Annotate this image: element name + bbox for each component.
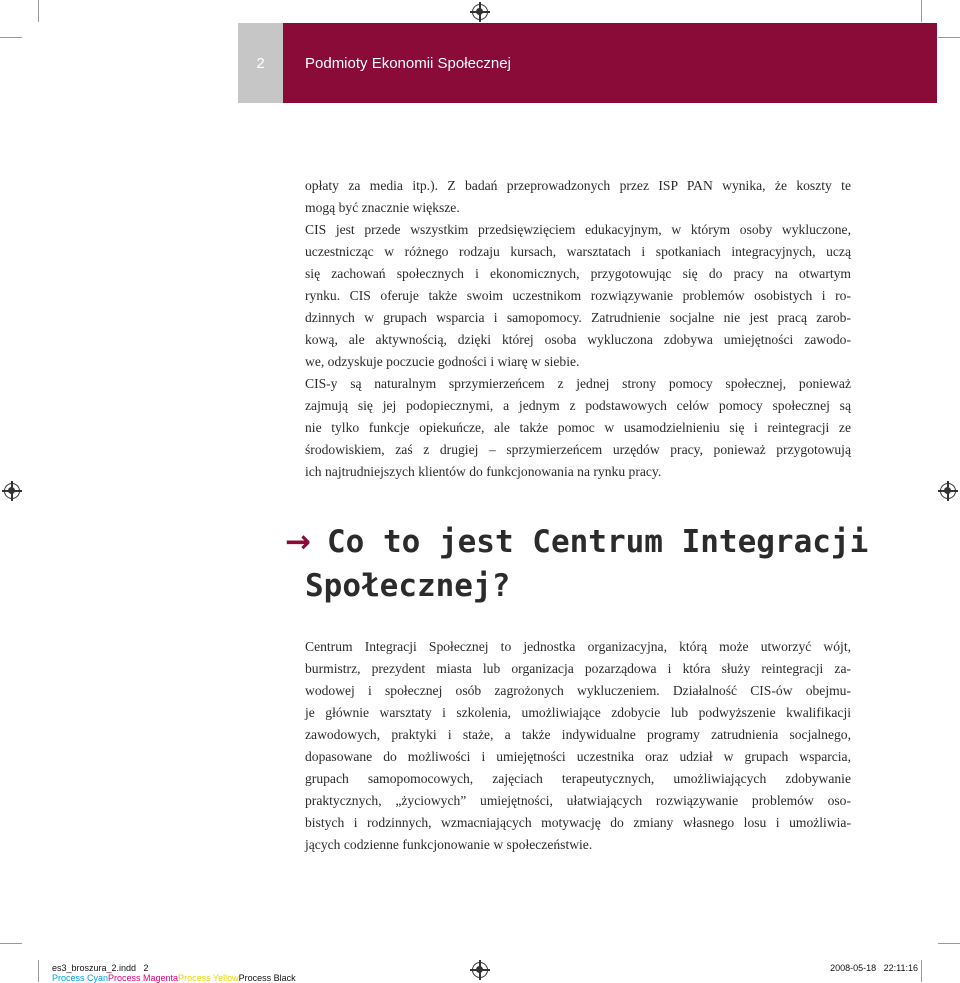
text-line: bistych i rodzinnych, wzmacniających motywację do zmiany własnego losu i umożliwia- xyxy=(305,815,851,830)
text-line: kową, ale aktywnością, dzięki której osoba wykluczona zdobywa umiejętności zawodo- xyxy=(305,332,851,347)
arrow-right-icon: → xyxy=(285,524,311,560)
text-line: nie tylko funkcje opiekuńcze, ale także pomoc w usamodzielnieniu się i reintegracji ze xyxy=(305,420,851,435)
footer-file-info: es3_broszura_2.indd 2 xyxy=(52,963,149,973)
text-line: rynku. CIS oferuje także swoim uczestnikom rozwiązywanie problemów osobistych i ro- xyxy=(305,288,851,303)
text-line: praktycznych, „życiowych” umiejętności, ułatwiających rozwiązywanie problemów oso- xyxy=(305,793,851,808)
footer-datetime: 2008-05-18 22:11:16 xyxy=(830,963,918,973)
registration-mark-icon xyxy=(940,483,956,499)
crop-mark xyxy=(921,960,922,982)
text-line: zajmują się jej podopiecznymi, a jednym z podstawowych celów pomocy społecznej są xyxy=(305,398,851,413)
text-line: ich najtrudniejszych klientów do funkcjonowania na rynku pracy. xyxy=(305,464,662,479)
body-paragraph-2 xyxy=(305,636,851,856)
plate-magenta: Process Magenta xyxy=(108,973,179,983)
text-line: uczestnicząc w różnego rodzaju kursach, warsztatach i spotkaniach integracyjnych, uczą xyxy=(305,244,851,259)
text-line: je głównie warsztaty i szkolenia, umożliwiające zdobycie lub podwyższenie kwalifikacji xyxy=(305,705,851,720)
section-title: Podmioty Ekonomii Społecznej xyxy=(305,54,511,72)
text-line: Centrum Integracji Społecznej to jednostka organizacyjna, którą może utworzyć wójt, xyxy=(305,639,851,654)
text-line: we, odzyskuje poczucie godności i wiarę w siebie. xyxy=(305,354,580,369)
text-line: grupach samopomocowych, zajęciach terapeutycznych, umożliwiających zdobywanie xyxy=(305,771,851,786)
crop-mark xyxy=(0,37,22,38)
crop-mark xyxy=(938,943,960,944)
heading-line-1: Co to jest Centrum Integracji xyxy=(327,524,869,560)
text-line: burmistrz, prezydent miasta lub organizacja pozarządowa i która służy reintegracji za- xyxy=(305,661,851,676)
registration-mark-icon xyxy=(4,483,20,499)
text-line: jących codzienne funkcjonowanie w społeczeństwie. xyxy=(305,837,593,852)
body-paragraph-1 xyxy=(305,175,851,483)
crop-mark xyxy=(921,0,922,22)
section-heading xyxy=(285,520,868,608)
text-line: się zachowań społecznych i ekonomicznych, przygotowując się do pracy na otwartym xyxy=(305,266,851,281)
section-header-bar xyxy=(283,23,937,103)
plate-cyan: Process Cyan xyxy=(52,973,109,983)
plate-yellow: Process Yellow xyxy=(178,973,239,983)
plate-black: Process Black xyxy=(238,973,296,983)
text-line: środowiskiem, zaś z drugiej – sprzymierzeńcem urzędów pracy, ponieważ przygotowują xyxy=(305,442,851,457)
registration-mark-icon xyxy=(472,962,488,978)
text-line: CIS jest przede wszystkim przedsięwzięciem edukacyjnym, w którym osoby wykluczone, xyxy=(305,222,851,237)
page-number-box xyxy=(238,23,283,103)
text-line: wodowej i społecznej osób zagrożonych wykluczeniem. Działalność CIS-ów obejmu- xyxy=(305,683,851,698)
text-line: zawodowych, praktyki i staże, a także indywidualne programy zatrudnienia socjalnego, xyxy=(305,727,851,742)
text-line: opłaty za media itp.). Z badań przeprowadzonych przez ISP PAN wynika, że koszty te xyxy=(305,178,851,193)
text-line: mogą być znacznie większe. xyxy=(305,200,460,215)
text-line: CIS-y są naturalnym sprzymierzeńcem z jednej strony pomocy społecznej, ponieważ xyxy=(305,376,851,391)
crop-mark xyxy=(0,943,22,944)
heading-line-2: Społecznej? xyxy=(305,568,511,604)
text-line: dzinnych w grupach wsparcia i samopomocy. Zatrudnienie socjalne nie jest pracą zarob- xyxy=(305,310,851,325)
crop-mark xyxy=(38,0,39,22)
crop-mark xyxy=(938,37,960,38)
registration-mark-icon xyxy=(472,4,488,20)
text-line: dopasowane do możliwości i umiejętności uczestnika oraz udział w grupach wsparcia, xyxy=(305,749,851,764)
crop-mark xyxy=(38,960,39,982)
page-number: 2 xyxy=(256,54,265,72)
